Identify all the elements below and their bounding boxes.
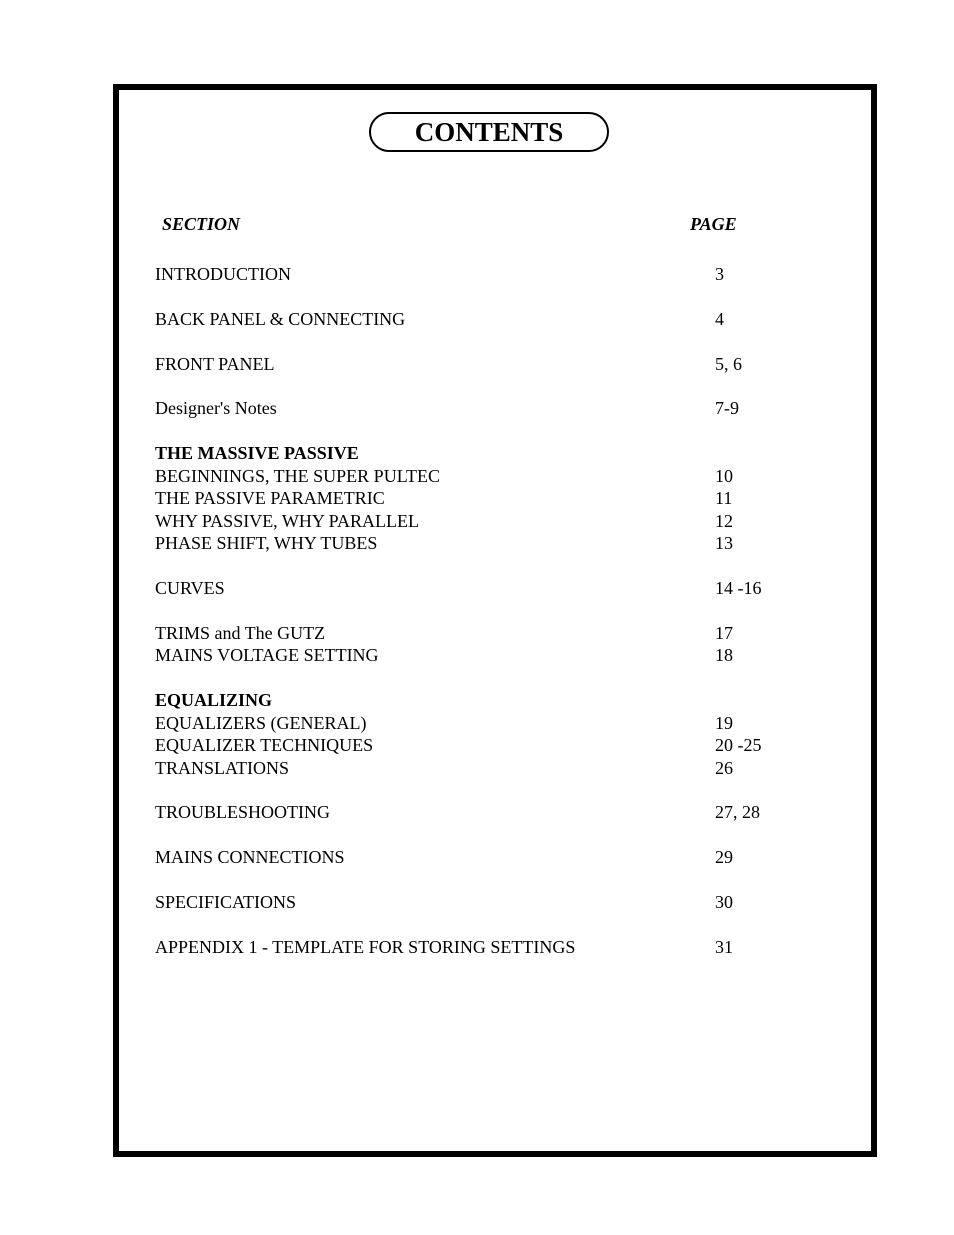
toc-entry-label: PHASE SHIFT, WHY TUBES [155,533,378,553]
toc-entry-page: 18 [715,645,733,665]
toc-group-heading [155,442,795,464]
toc-entry-page: 31 [715,937,733,957]
toc-entry-label: BEGINNINGS, THE SUPER PULTEC [155,466,441,486]
toc-entry [155,846,795,868]
toc-entry [155,757,795,779]
toc-entry [155,510,795,532]
toc-entry [155,308,795,330]
toc-entry-label: MAINS CONNECTIONS [155,847,345,867]
toc-entry-label: TRIMS and The GUTZ [155,623,326,643]
toc-entry-label: EQUALIZING [155,690,273,710]
toc-entry-page: 7-9 [715,398,739,418]
toc-entry-label: EQUALIZERS (GENERAL) [155,713,367,733]
toc-entry [155,263,795,285]
toc-entry [155,353,795,375]
toc-entry-page: 11 [715,488,733,508]
toc-entry-label: APPENDIX 1 - TEMPLATE FOR STORING SETTINGS [155,937,576,957]
toc-entry [155,397,795,419]
toc-entry-label: TROUBLESHOOTING [155,802,330,822]
page-border [113,84,877,1157]
toc-entry [155,734,795,756]
toc-entry [155,465,795,487]
toc-entry [155,712,795,734]
toc-entry-label: SPECIFICATIONS [155,892,297,912]
title-box [369,112,609,152]
toc-entry-page: 4 [715,309,724,329]
toc-entry-label: FRONT PANEL [155,354,275,374]
toc-entry-label: THE PASSIVE PARAMETRIC [155,488,385,508]
toc-entry-page: 14 -16 [715,578,762,598]
toc-entry-page: 13 [715,533,733,553]
toc-entry-label: WHY PASSIVE, WHY PARALLEL [155,511,420,531]
toc-entry-page: 5, 6 [715,354,742,374]
toc-entry-page: 26 [715,758,733,778]
toc-entry [155,487,795,509]
toc-entry-label: MAINS VOLTAGE SETTING [155,645,379,665]
page-title: CONTENTS [414,117,564,147]
toc-entry-label: THE MASSIVE PASSIVE [155,443,359,463]
toc-entry-page: 17 [715,623,733,643]
toc-entry-label: TRANSLATIONS [155,758,290,778]
toc-entry-label: CURVES [155,578,225,598]
toc-entry-label: EQUALIZER TECHNIQUES [155,735,374,755]
page-header: PAGE [690,214,737,234]
toc-entry [155,622,795,644]
toc-group-heading [155,689,795,711]
toc-entry [155,644,795,666]
toc-entry [155,936,795,958]
toc-entry-label: Designer's Notes [155,398,277,418]
toc-entry-label: BACK PANEL & CONNECTING [155,309,406,329]
toc-entry-page: 19 [715,713,733,733]
toc-entry-page: 3 [715,264,724,284]
section-header: SECTION [162,214,241,234]
toc-entry-page: 29 [715,847,733,867]
toc-entry [155,891,795,913]
toc-entry [155,532,795,554]
toc-entry-label: INTRODUCTION [155,264,291,284]
toc-entry-page: 30 [715,892,733,912]
toc-entry-page: 27, 28 [715,802,760,822]
toc-entry-page: 20 -25 [715,735,762,755]
toc-entry-page: 10 [715,466,733,486]
toc-entry [155,801,795,823]
toc-entry [155,577,795,599]
toc-entry-page: 12 [715,511,733,531]
